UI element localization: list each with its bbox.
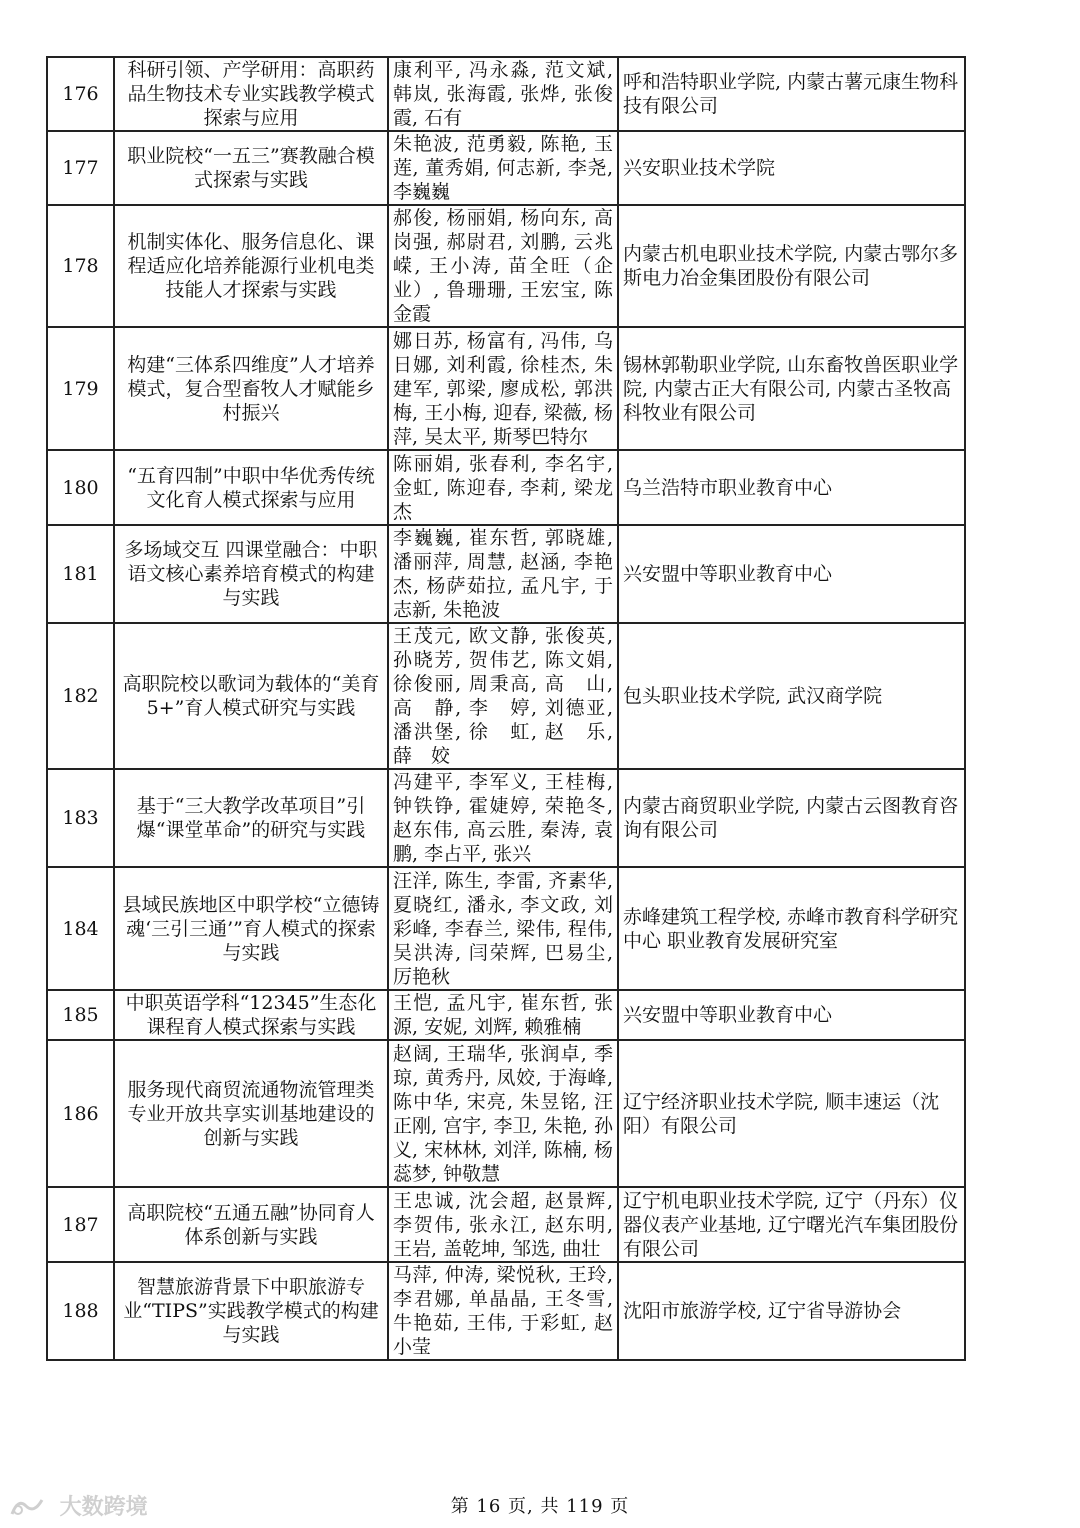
table-row: [47, 131, 965, 205]
team-members: 朱艳波, 范勇毅, 陈艳, 玉莲, 董秀娟, 何志新, 李尧, 李巍巍: [388, 131, 618, 205]
project-title: 基于“三大教学改革项目”引爆“课堂革命”的研究与实践: [114, 769, 388, 867]
row-number: 186: [47, 1040, 114, 1187]
organizations: 赤峰建筑工程学校, 赤峰市教育科学研究中心 职业教育发展研究室: [618, 867, 965, 990]
team-members: 康利平, 冯永淼, 范文斌, 韩岚, 张海霞, 张烨, 张俊霞, 石有: [388, 57, 618, 131]
table-row: [47, 205, 965, 327]
project-title: 高职院校“五通五融”协同育人体系创新与实践: [114, 1187, 388, 1262]
row-number: 177: [47, 131, 114, 205]
row-number: 182: [47, 623, 114, 769]
table-row: [47, 327, 965, 450]
organizations: 锡林郭勒职业学院, 山东畜牧兽医职业学院, 内蒙古正大有限公司, 内蒙古圣牧高科牧业有限公司: [618, 327, 965, 450]
row-number: 185: [47, 990, 114, 1040]
project-title: 县域民族地区中职学校“立德铸魂‘三引三通’”育人模式的探索与实践: [114, 867, 388, 990]
team-members: 马萍, 仲涛, 梁悦秋, 王玲, 李君娜, 单晶晶, 王冬雪, 牛艳茹, 王伟, 于彩虹, 赵小莹: [388, 1262, 618, 1360]
project-title: 智慧旅游背景下中职旅游专业“TIPS”实践教学模式的构建与实践: [114, 1262, 388, 1360]
row-number: 187: [47, 1187, 114, 1262]
team-members: 王忠诚, 沈会超, 赵景辉, 李贺伟, 张永江, 赵东明, 王岩, 盖乾坤, 邹选, 曲壮: [388, 1187, 618, 1262]
organizations: 包头职业技术学院, 武汉商学院: [618, 623, 965, 769]
team-members: 李巍巍, 崔东哲, 郭晓雄, 潘丽萍, 周慧, 赵涵, 李艳杰, 杨萨茹拉, 孟凡宇, 于志新, 朱艳波: [388, 525, 618, 623]
project-title: 机制实体化、服务信息化、课程适应化培养能源行业机电类技能人才探索与实践: [114, 205, 388, 327]
table-row: [47, 867, 965, 990]
team-members: 汪洋, 陈生, 李雷, 齐素华, 夏晓红, 潘永, 李文政, 刘彩峰, 李春兰, 梁伟, 程伟, 吴洪涛, 闫荣辉, 巴易尘, 厉艳秋: [388, 867, 618, 990]
team-members: 郝俊, 杨丽娟, 杨向东, 高岗强, 郝尉君, 刘鹏, 云兆嵘, 王小涛, 苗全旺（企业）, 鲁珊珊, 王宏宝, 陈金霞: [388, 205, 618, 327]
page-footer: 第 16 页, 共 119 页: [450, 1496, 630, 1517]
team-members: 赵阔, 王瑞华, 张润卓, 季琼, 黄秀丹, 凤姣, 于海峰, 陈中华, 宋亮, 朱昱铭, 汪正刚, 宫宇, 李卫, 朱艳, 孙义, 宋林林, 刘洋, 陈楠, 杨蕊梦, 钟敬慧: [388, 1040, 618, 1187]
row-number: 181: [47, 525, 114, 623]
awards-table: [46, 56, 966, 1361]
organizations: 乌兰浩特市职业教育中心: [618, 450, 965, 525]
awards-table-body: [47, 57, 965, 1360]
table-row: [47, 57, 965, 131]
table-row: [47, 623, 965, 769]
row-number: 184: [47, 867, 114, 990]
row-number: 179: [47, 327, 114, 450]
table-row: [47, 1187, 965, 1262]
watermark-text: 大数跨境: [59, 1495, 148, 1520]
table-row: [47, 990, 965, 1040]
organizations: 辽宁经济职业技术学院, 顺丰速运（沈阳）有限公司: [618, 1040, 965, 1187]
organizations: 沈阳市旅游学校, 辽宁省导游协会: [618, 1262, 965, 1360]
row-number: 188: [47, 1262, 114, 1360]
table-row: [47, 450, 965, 525]
team-members: 陈丽娟, 张春利, 李名宇, 金虹, 陈迎春, 李莉, 梁龙杰: [388, 450, 618, 525]
row-number: 176: [47, 57, 114, 131]
table-row: [47, 769, 965, 867]
row-number: 178: [47, 205, 114, 327]
project-title: 构建“三体系四维度”人才培养模式，复合型畜牧人才赋能乡村振兴: [114, 327, 388, 450]
organizations: 内蒙古商贸职业学院, 内蒙古云图教育咨询有限公司: [618, 769, 965, 867]
project-title: 职业院校“一五三”赛教融合模式探索与实践: [114, 131, 388, 205]
row-number: 183: [47, 769, 114, 867]
organizations: 内蒙古机电职业技术学院, 内蒙古鄂尔多斯电力冶金集团股份有限公司: [618, 205, 965, 327]
project-title: 中职英语学科“12345”生态化课程育人模式探索与实践: [114, 990, 388, 1040]
team-members: 王茂元, 欧文静, 张俊英, 孙晓芳, 贺伟艺, 陈文娟, 徐俊丽, 周秉高, 高 山, 高 静, 李 婷, 刘德亚, 潘洪堡, 徐 虹, 赵 乐, 薛 姣: [388, 623, 618, 769]
organizations: 兴安职业技术学院: [618, 131, 965, 205]
project-title: “五育四制”中职中华优秀传统文化育人模式探索与应用: [114, 450, 388, 525]
project-title: 科研引领、产学研用：高职药品生物技术专业实践教学模式探索与应用: [114, 57, 388, 131]
organizations: 兴安盟中等职业教育中心: [618, 990, 965, 1040]
table-row: [47, 1040, 965, 1187]
organizations: 辽宁机电职业技术学院, 辽宁（丹东）仪器仪表产业基地, 辽宁曙光汽车集团股份有限公司: [618, 1187, 965, 1262]
row-number: 180: [47, 450, 114, 525]
team-members: 冯建平, 李军义, 王桂梅, 钟铁铮, 霍婕婷, 荣艳冬, 赵东伟, 高云胜, 秦涛, 袁鹏, 李占平, 张兴: [388, 769, 618, 867]
table-row: [47, 1262, 965, 1360]
organizations: 呼和浩特职业学院, 内蒙古薯元康生物科技有限公司: [618, 57, 965, 131]
team-members: 娜日苏, 杨富有, 冯伟, 乌日娜, 刘利霞, 徐桂杰, 朱建军, 郭梁, 廖成松, 郭洪梅, 王小梅, 迎春, 梁薇, 杨萍, 吴太平, 斯琴巴特尔: [388, 327, 618, 450]
team-members: 王恺, 孟凡宇, 崔东哲, 张源, 安妮, 刘辉, 赖雅楠: [388, 990, 618, 1040]
project-title: 服务现代商贸流通物流管理类专业开放共享实训基地建设的创新与实践: [114, 1040, 388, 1187]
table-row: [47, 525, 965, 623]
organizations: 兴安盟中等职业教育中心: [618, 525, 965, 623]
project-title: 高职院校以歌词为载体的“美育5+”育人模式研究与实践: [114, 623, 388, 769]
project-title: 多场域交互 四课堂融合：中职语文核心素养培育模式的构建与实践: [114, 525, 388, 623]
